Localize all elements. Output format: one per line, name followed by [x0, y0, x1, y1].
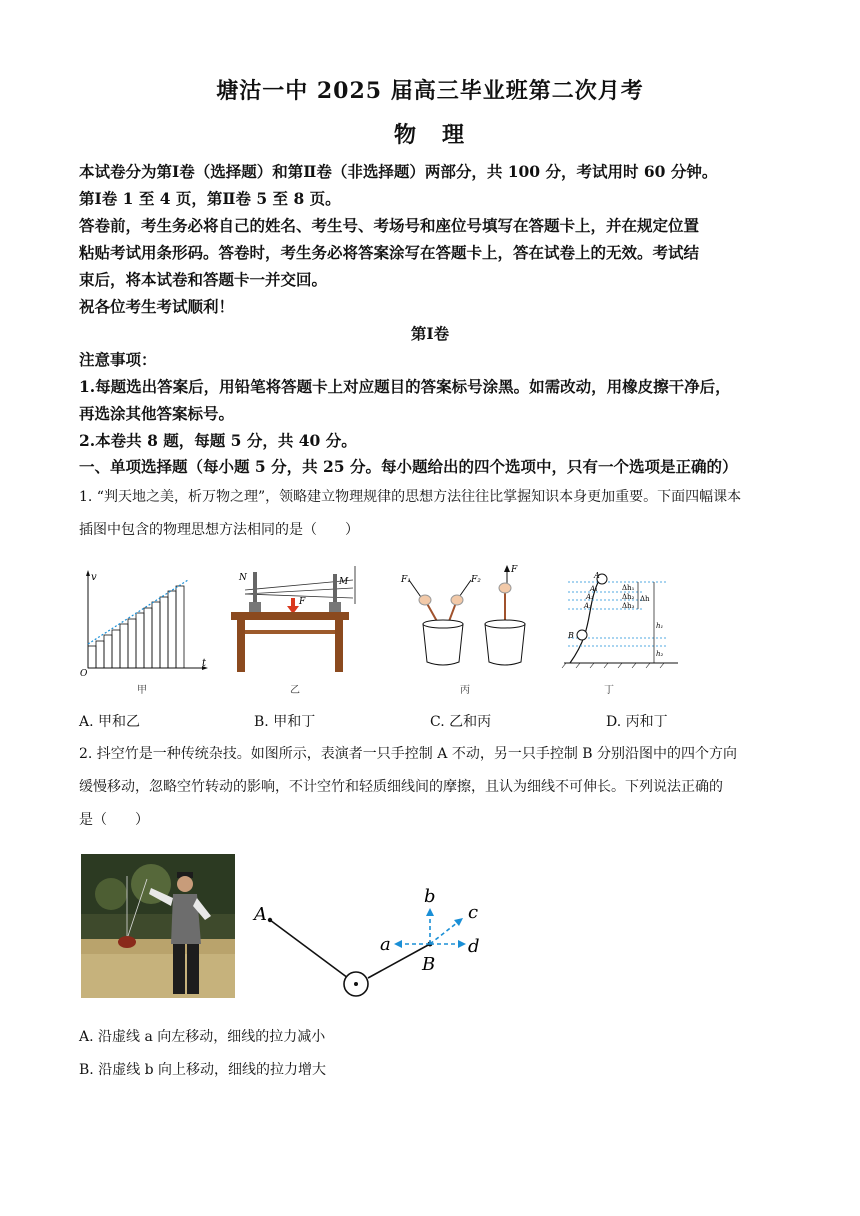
- q1-option-d: D. 丙和丁: [606, 714, 668, 730]
- origin-label: O: [80, 669, 88, 678]
- h2-label: h₂: [656, 650, 664, 658]
- intro-line-3: 答卷前，考生务必将自己的姓名、考生号、考场号和座位号填写在答题卡上，并在规定位置: [79, 216, 700, 235]
- force-f-label-2: F: [511, 565, 518, 575]
- figure-jia-vt-graph: [78, 568, 210, 678]
- notice-line-3: 2.本卷共 8 题，每题 5 分，共 40 分。: [79, 431, 357, 450]
- point-a-label: A: [594, 571, 600, 580]
- point-a-label-q2: A: [254, 904, 267, 925]
- q1-option-c: C. 乙和丙: [430, 714, 492, 730]
- notice-title: 注意事项：: [79, 350, 157, 369]
- notice-line-2: 再选涂其他答案标号。: [79, 404, 235, 423]
- q1-option-b: B. 甲和丁: [254, 714, 316, 730]
- section-title: 一、单项选择题（每小题 5 分，共 25 分。每小题给出的四个选项中，只有一个选项是正确的）: [79, 457, 738, 476]
- axis-v-label: v: [91, 572, 97, 583]
- dh2-label: Δh₂: [622, 593, 635, 601]
- part1-heading: 第Ⅰ卷: [410, 324, 450, 343]
- direction-a-label: a: [380, 934, 391, 955]
- intro-line-6: 祝各位考生考试顺利！: [79, 297, 235, 316]
- point-b-label-q2: B: [422, 954, 436, 975]
- caption-ding: 丁: [604, 685, 614, 696]
- caption-jia: 甲: [137, 685, 147, 696]
- q2-stem-line-2: 缓慢移动，忽略空竹转动的影响，不计空竹和轻质细线间的摩擦，且认为细线不可伸长。下列说法正确的: [79, 779, 723, 795]
- subject-title: 物 理: [393, 122, 466, 148]
- caption-yi: 乙: [290, 685, 300, 696]
- force-f1-label: F₁: [401, 575, 411, 585]
- axis-t-label: t: [202, 658, 207, 669]
- force-f2-label: F₂: [471, 575, 481, 585]
- intro-line-4: 粘贴考试用条形码。答卷时，考生务必将答案涂写在答题卡上，答在试卷上的无效。考试结: [79, 243, 700, 262]
- q2-stem-line-1: 2. 抖空竹是一种传统杂技。如图所示，表演者一只手控制 A 不动，另一只手控制 B 分别沿图中的四个方向: [79, 746, 738, 762]
- mirror-n-label: N: [239, 573, 247, 583]
- q1-stem-line-1: 1. “判天地之美，析万物之理”，领略建立物理规律的思想方法往往比掌握知识本身更加重要。下面四幅课本: [79, 489, 742, 505]
- figure-bing-cups: [395, 562, 540, 674]
- figure-ding-slope: [560, 568, 680, 670]
- direction-d-label: d: [468, 936, 480, 957]
- q1-stem-line-2: 插图中包含的物理思想方法相同的是（ ）: [79, 522, 359, 538]
- dh3-label: Δh₃: [622, 602, 635, 610]
- dh1-label: Δh₁: [622, 584, 635, 592]
- q2-option-a: A. 沿虚线 a 向左移动，细线的拉力减小: [79, 1029, 326, 1045]
- point-b-label: B: [568, 631, 574, 640]
- performer-photo: [81, 854, 235, 998]
- figure-yi-table-mirrors: [225, 560, 360, 678]
- mirror-m-label: M: [339, 577, 349, 587]
- direction-c-label: c: [468, 902, 479, 923]
- q2-force-diagram: [248, 870, 498, 1005]
- h1-label: h₁: [656, 622, 664, 630]
- intro-line-2: 第Ⅰ卷 1 至 4 页，第Ⅱ卷 5 至 8 页。: [79, 189, 341, 208]
- q2-option-b: B. 沿虚线 b 向上移动，细线的拉力增大: [79, 1062, 327, 1078]
- caption-bing: 丙: [460, 685, 470, 696]
- direction-b-label: b: [424, 886, 436, 907]
- intro-line-1: 本试卷分为第Ⅰ卷（选择题）和第Ⅱ卷（非选择题）两部分，共 100 分，考试用时 60 分钟。: [79, 162, 718, 181]
- force-f-label: F: [299, 597, 306, 607]
- exam-title: 塘沽一中 2025 届高三毕业班第二次月考: [216, 78, 644, 104]
- q2-stem-line-3: 是（ ）: [79, 812, 149, 828]
- point-a3-label: A₃: [584, 602, 592, 610]
- notice-line-1: 1.每题选出答案后，用铅笔将答题卡上对应题目的答案标号涂黑。如需改动，用橡皮擦干净后，: [79, 377, 731, 396]
- point-a1-label: A₁: [590, 585, 598, 593]
- point-a2-label: A₂: [586, 593, 594, 601]
- dh-label: Δh: [640, 595, 650, 603]
- q1-option-a: A. 甲和乙: [79, 714, 141, 730]
- intro-line-5: 束后，将本试卷和答题卡一并交回。: [79, 270, 328, 289]
